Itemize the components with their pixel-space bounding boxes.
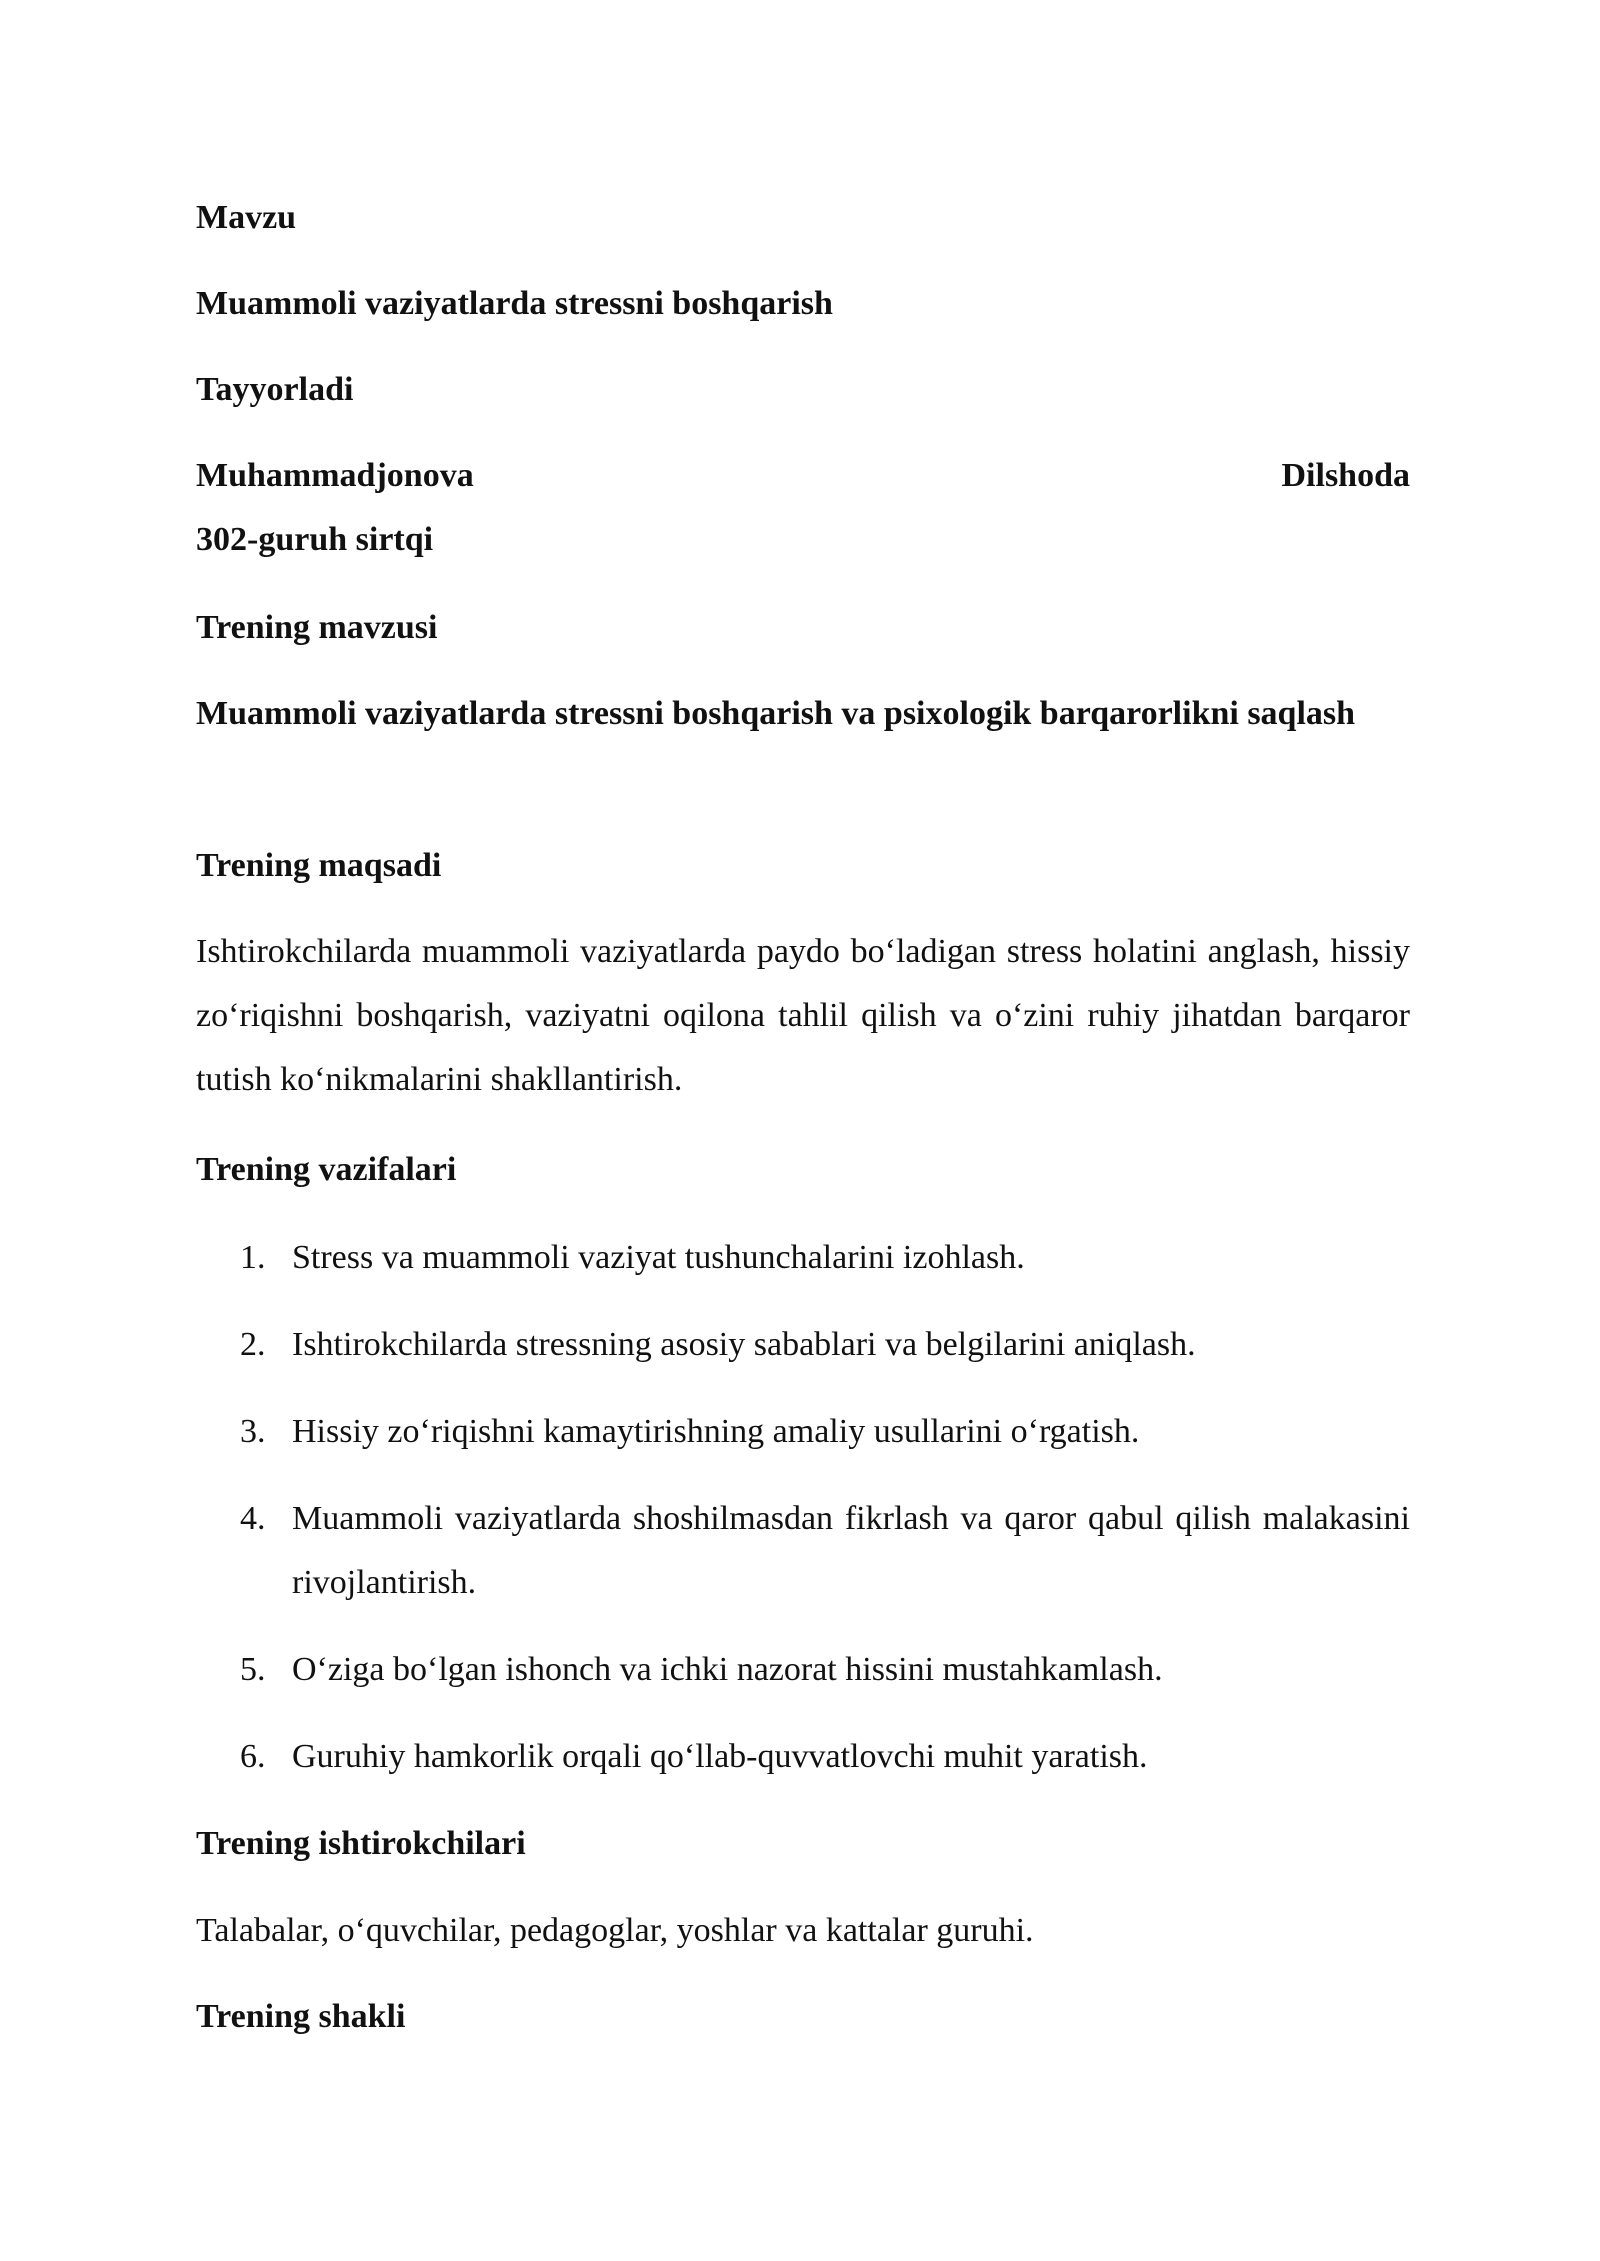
list-item-text: Hissiy zo‘riqishni kamaytirishning amaliy usullarini o‘rgatish. [292, 1413, 1140, 1450]
list-item-number: 2. [240, 1326, 266, 1363]
author-row [196, 444, 1410, 508]
list-item-text: Guruhiy hamkorlik orqali qo‘llab-quvvatlovchi muhit yaratish. [292, 1738, 1148, 1775]
heading-prepared: Tayyorladi [196, 371, 354, 408]
list-item-number: 1. [240, 1239, 266, 1276]
heading-goal: Trening maqsadi [196, 847, 442, 884]
list-item-number: 6. [240, 1738, 266, 1775]
heading-tasks: Trening vazifalari [196, 1151, 457, 1188]
goal-paragraph: Ishtirokchilarda muammoli vaziyatlarda paydo bo‘ladigan stress holatini anglash, hissiy zo‘riqishni boshqarish, vaziyatni oqilona tahlil qilish va o‘zini ruhiy jihatdan barqaror tutish ko‘nikmalarini shakllantirish. [196, 933, 1410, 1098]
heading-training-topic: Trening mavzusi [196, 609, 438, 646]
heading-mavzu: Mavzu [196, 199, 297, 236]
list-item-number: 4. [240, 1500, 266, 1537]
list-item-number: 5. [240, 1651, 266, 1688]
author-surname: Muhammadjonova [196, 457, 474, 494]
participants-text: Talabalar, o‘quvchilar, pedagoglar, yoshlar va kattalar guruhi. [196, 1912, 1034, 1949]
author-name: Dilshoda [1281, 457, 1410, 494]
training-topic-text: Muammoli vaziyatlarda stressni boshqarish va psixologik barqarorlikni saqlash [196, 695, 1356, 732]
heading-form: Trening shakli [196, 1998, 406, 2035]
list-item-text: Ishtirokchilarda stressning asosiy sabablari va belgilarini aniqlash. [292, 1326, 1196, 1363]
list-item-number: 3. [240, 1413, 266, 1450]
list-item-text: Stress va muammoli vaziyat tushunchalarini izohlash. [292, 1239, 1025, 1276]
list-item-text: Muammoli vaziyatlarda shoshilmasdan fikrlash va qaror qabul qilish malakasini rivojlantirish. [292, 1500, 1410, 1601]
group-label: 302-guruh sirtqi [196, 521, 434, 558]
heading-participants: Trening ishtirokchilari [196, 1825, 526, 1862]
list-item-text: O‘ziga bo‘lgan ishonch va ichki nazorat hissini mustahkamlash. [292, 1651, 1163, 1688]
topic-title: Muammoli vaziyatlarda stressni boshqarish [196, 285, 833, 322]
